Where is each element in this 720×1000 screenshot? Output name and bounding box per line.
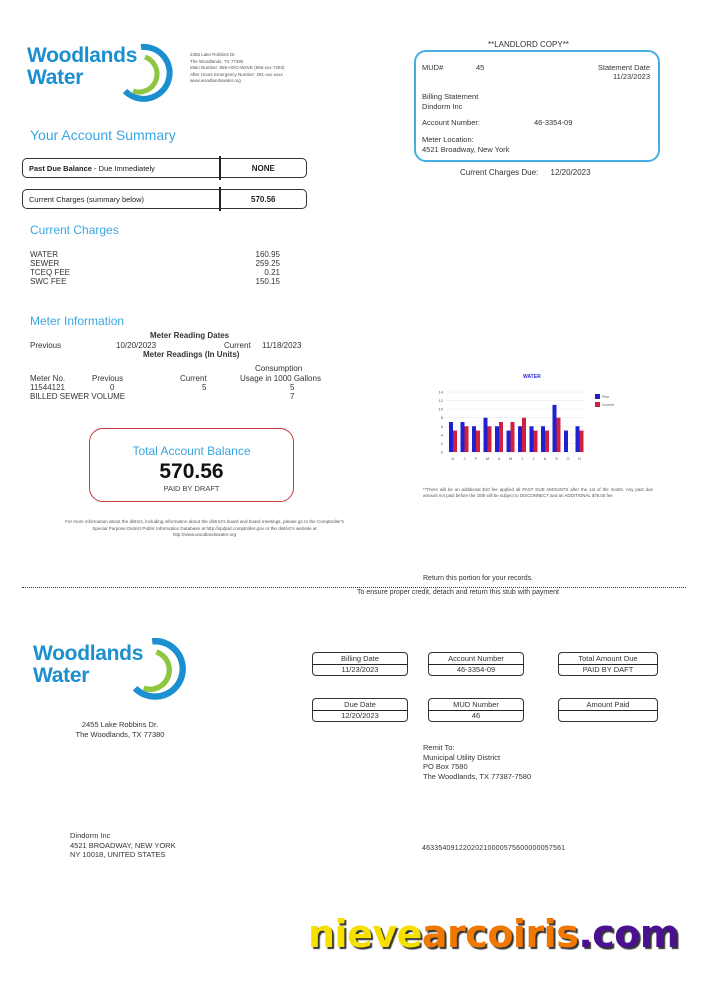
box-value: 46: [471, 711, 481, 720]
mud-value: 45: [476, 63, 485, 72]
svg-text:M: M: [508, 456, 513, 461]
address-line: The Woodlands, TX 77380: [75, 730, 165, 739]
svg-text:O: O: [566, 456, 570, 461]
box-value: PAID BY DAFT: [582, 665, 634, 674]
scan-line: 46335409122020210000575600000057561: [422, 845, 566, 852]
customer-line: 4521 BROADWAY, NEW YORK: [70, 840, 176, 850]
company-logo: [27, 45, 187, 115]
svg-text:A: A: [497, 456, 501, 461]
box-label: Billing Date: [313, 653, 407, 665]
svg-text:4: 4: [440, 432, 443, 438]
past-due-row: [22, 158, 307, 178]
amount-paid-field[interactable]: [559, 711, 657, 721]
previous-date-label: Previous: [30, 341, 62, 350]
billing-date-box: [312, 652, 408, 676]
wave-logo-icon: [123, 43, 183, 103]
charge-amount: 259.25: [255, 259, 280, 268]
logo-line-1: Woodlands: [27, 44, 138, 67]
total-balance-box: [89, 428, 294, 502]
past-due-label-bold: Past Due Balance: [29, 163, 92, 173]
late-fee-note: **There will be an additional $10 fee applied all PAST DUE AMOUNTS after the 1st of the month. Any past due amount not paid before the 15th will be subject to DISCONNECT and an ADDITIONAL $75.00 fee: [423, 487, 653, 499]
svg-text:S: S: [555, 456, 558, 461]
box-label: Total Amount Due: [559, 653, 657, 665]
svg-text:D: D: [451, 456, 455, 461]
water-usage-chart: [425, 372, 655, 472]
remit-line: PO Box 7580: [423, 762, 468, 771]
charge-item-water: [30, 250, 280, 259]
past-due-value: NONE: [251, 163, 275, 173]
meter-location-label: Meter Location:: [422, 135, 474, 144]
remit-to: [423, 743, 531, 781]
box-label: Due Date: [313, 699, 407, 711]
account-number: 46-3354-09: [534, 118, 573, 127]
account-number-box: [428, 652, 524, 676]
stub-address: [60, 720, 180, 740]
mud-label: MUD#: [422, 63, 444, 72]
remit-label: Remit To:: [423, 743, 455, 752]
logo-line-1: Woodlands: [33, 642, 144, 665]
return-note: Return this portion for your records.: [423, 575, 534, 582]
total-balance-amount: 570.56: [159, 460, 224, 483]
charges-list: [30, 250, 280, 286]
watermark-part-2: arcoiris: [421, 912, 579, 956]
previous-date: 10/20/2023: [116, 341, 157, 350]
usage-header: Usage in 1000 Gallons: [240, 374, 321, 383]
remit-line: The Woodlands, TX 77387-7580: [423, 771, 532, 781]
past-due-label-rest: - Due Immediately: [91, 163, 155, 173]
address-line: 2455 Lake Robbins Dr.: [81, 720, 159, 729]
box-value: 12/20/2023: [341, 711, 379, 720]
customer-line: NY 10018, UNITED STATES: [70, 850, 166, 859]
charges-due-label: Current Charges Due:: [460, 168, 539, 177]
website-link[interactable]: www.woodlandswater.org: [190, 78, 241, 83]
current-charges-row: [22, 189, 307, 209]
mud-number-box: [428, 698, 524, 722]
account-summary-title: Your Account Summary: [30, 127, 176, 143]
account-number-label: Account Number:: [422, 118, 480, 127]
charge-name: SEWER: [30, 259, 60, 268]
total-balance-status: PAID BY DRAFT: [163, 484, 220, 493]
wave-logo-icon: [133, 637, 197, 701]
consumption-header: Consumption: [255, 364, 303, 373]
logo-text: [27, 45, 137, 89]
svg-text:Current: Current: [602, 403, 614, 407]
svg-text:A: A: [543, 456, 547, 461]
readings-heading: Meter Readings (In Units): [143, 350, 240, 359]
svg-text:0: 0: [440, 449, 443, 455]
current-date-label: Current: [224, 341, 251, 350]
charge-item-swc: [30, 277, 280, 286]
landlord-copy-label: **LANDLORD COPY**: [488, 40, 569, 49]
bar-chart: [425, 372, 655, 472]
logo-line-2: Water: [33, 664, 90, 687]
current-charges-title: Current Charges: [30, 223, 119, 237]
due-date-box: [312, 698, 408, 722]
box-label: Amount Paid: [559, 699, 657, 711]
reading-dates-heading: Meter Reading Dates: [150, 331, 230, 340]
total-balance-title: Total Account Balance: [132, 444, 251, 458]
total-amount-due-box: [558, 652, 658, 676]
current-date: 11/18/2023: [262, 341, 302, 350]
svg-text:14: 14: [438, 389, 443, 395]
charges-due-date: 12/20/2023: [550, 168, 591, 177]
address-line: The Woodlands, TX 77380: [190, 58, 244, 64]
svg-text:6: 6: [440, 423, 443, 429]
box-value: 46-3354-09: [456, 665, 496, 674]
box-value: 11/23/2023: [341, 665, 379, 674]
box-label: Account Number: [429, 653, 523, 665]
svg-text:8: 8: [440, 415, 443, 421]
charge-amount: 150.15: [255, 277, 280, 286]
box-label: MUD Number: [429, 699, 523, 711]
charge-item-tceq: [30, 268, 280, 277]
svg-text:F: F: [474, 456, 478, 461]
charge-amount: 0.21: [264, 268, 280, 277]
logo-text: [33, 643, 143, 687]
current-charges-label: Current Charges (summary below): [29, 194, 145, 204]
billed-sewer-label: BILLED SEWER VOLUME: [30, 392, 126, 401]
customer-mailing-address: [70, 831, 176, 860]
svg-text:M: M: [485, 456, 490, 461]
svg-text:Prior: Prior: [602, 395, 610, 399]
svg-text:12: 12: [438, 398, 443, 404]
detach-line: [22, 587, 686, 588]
meter-info-title: Meter Information: [30, 314, 125, 328]
company-address: [190, 52, 350, 85]
logo-line-2: Water: [27, 66, 84, 89]
charge-item-sewer: [30, 259, 280, 268]
chart-title: WATER: [523, 374, 541, 380]
charges-due: [460, 168, 591, 177]
svg-text:J: J: [463, 456, 466, 461]
phone-line: Main Number: 855-HOO-WAVE (855-xxx-7283): [190, 65, 285, 70]
emergency-line: After Hours Emergency Number: 281-xxx-xxxx: [190, 71, 283, 77]
usage-value: 5: [290, 383, 295, 392]
current-charges-value: 570.56: [251, 194, 276, 204]
svg-text:2: 2: [440, 440, 443, 446]
address-line: 2455 Lake Robbins Dr.: [190, 52, 236, 57]
previous-reading: 0: [110, 383, 115, 392]
charge-name: TCEQ FEE: [30, 268, 71, 277]
meter-number: 11544121: [30, 383, 65, 392]
svg-text:J: J: [532, 456, 535, 461]
watermark-part-1: nieve: [308, 912, 422, 956]
current-reading: 5: [202, 383, 207, 392]
charge-name: WATER: [30, 250, 58, 259]
watermark-logo: [308, 912, 679, 956]
meter-location: 4521 Broadway, New York: [422, 145, 510, 154]
meter-no-header: Meter No.: [30, 374, 66, 383]
svg-text:10: 10: [438, 406, 443, 412]
current-header: Current: [180, 374, 207, 383]
charge-name: SWC FEE: [30, 277, 67, 286]
svg-text:J: J: [521, 456, 523, 461]
statement-date-label: Statement Date: [597, 63, 650, 72]
billed-sewer-value: 7: [290, 392, 295, 401]
amount-paid-box[interactable]: [558, 698, 658, 722]
billing-statement-label: Billing Statement: [422, 92, 479, 101]
stub-company-logo: [33, 643, 193, 713]
customer-line: Dindorm Inc: [70, 831, 111, 840]
customer-name: Dindorm Inc: [422, 102, 463, 111]
watermark-part-3: .com: [578, 912, 680, 956]
remit-line: Municipal Utility District: [423, 752, 501, 762]
svg-text:N: N: [578, 456, 581, 461]
previous-header: Previous: [92, 374, 124, 383]
statement-date: 11/23/2023: [613, 72, 650, 81]
detach-note: To ensure proper credit, detach and return this stub with payment: [357, 589, 559, 596]
past-due-label: [23, 164, 219, 173]
charge-amount: 160.95: [255, 250, 280, 259]
district-info-note: For more information about the district, including information about the district's board and board meetings, please go to the Comptroller's Special Purpose District Public Information Database at http://spdpid.comptroller.gov or the district's website at http://www.woodlandswater.org: [65, 519, 344, 537]
statement-info-box: [414, 50, 660, 162]
